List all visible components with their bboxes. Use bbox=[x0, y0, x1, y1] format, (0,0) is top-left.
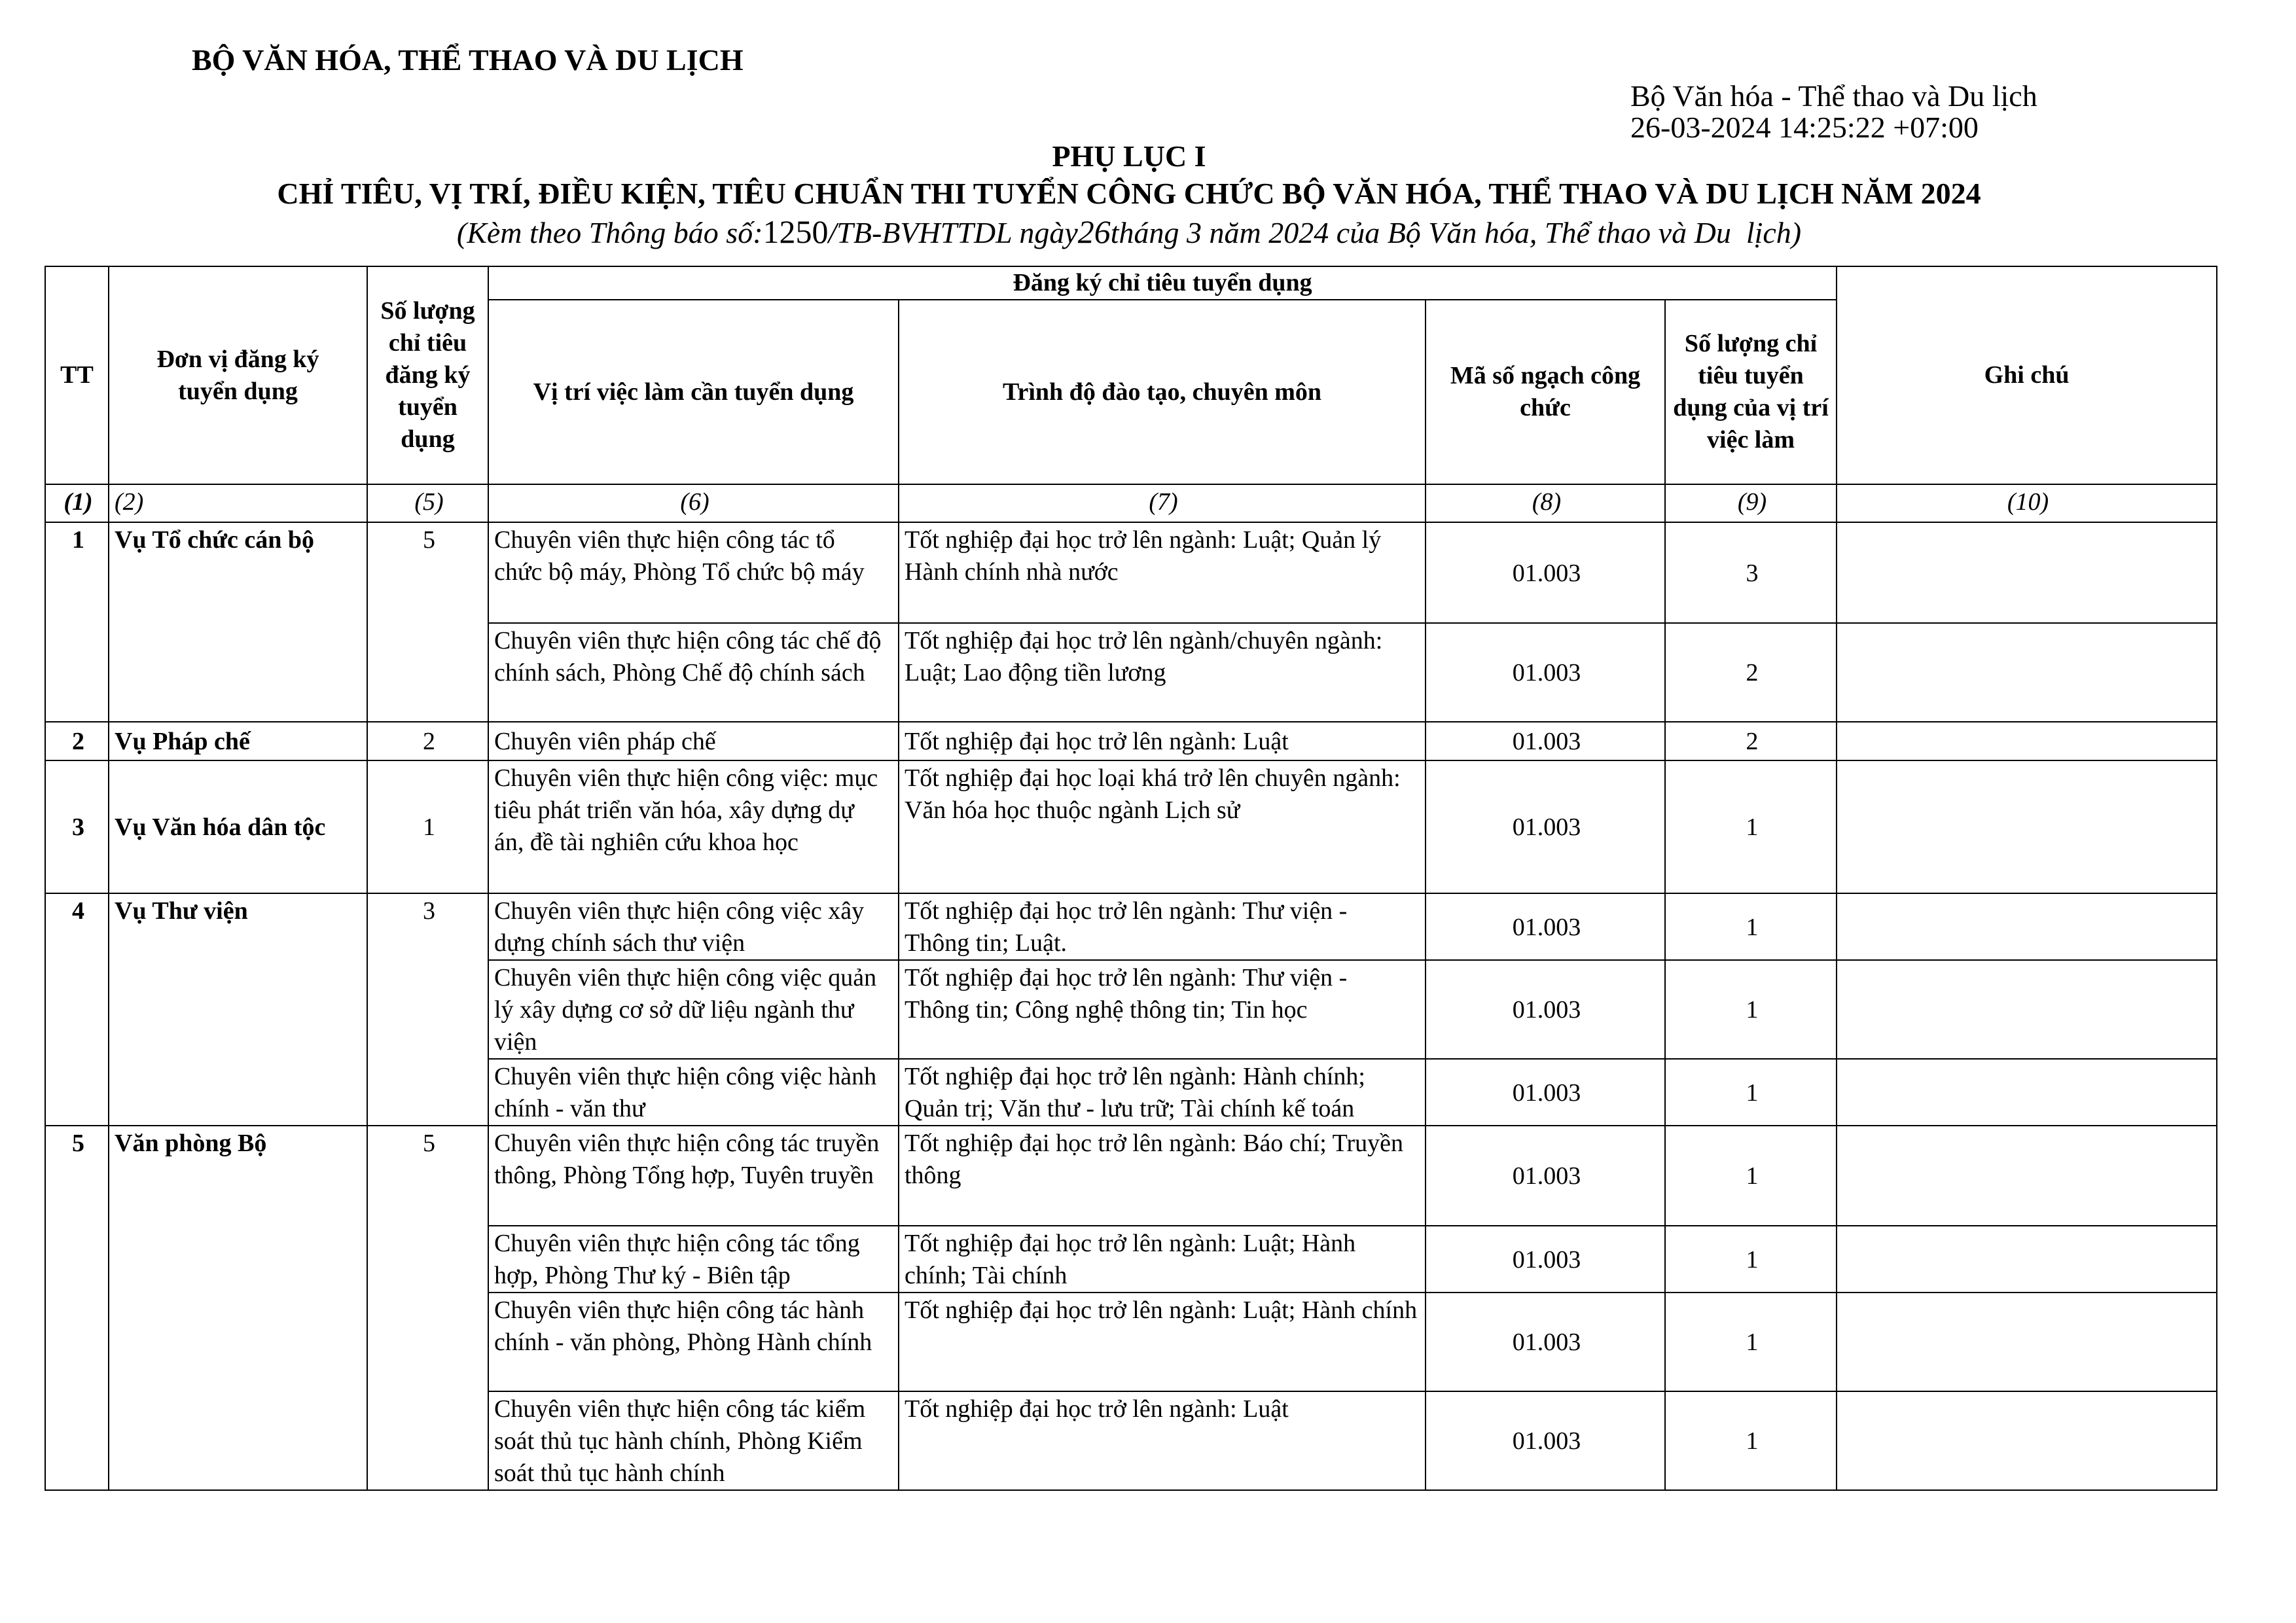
position-qualification: Tốt nghiệp đại học trở lên ngành: Luật; Hành chính bbox=[899, 1293, 1426, 1391]
unit-name: Vụ Tổ chức cán bộ bbox=[109, 522, 367, 722]
table-row bbox=[45, 722, 2217, 760]
column-number: (1) bbox=[45, 484, 109, 522]
column-number: (9) bbox=[1665, 484, 1837, 522]
unit-quota: 3 bbox=[367, 893, 488, 1126]
column-number: (6) bbox=[488, 484, 899, 522]
row-tt: 1 bbox=[45, 522, 109, 722]
position-note bbox=[1837, 760, 2217, 893]
position-code: 01.003 bbox=[1426, 1059, 1665, 1126]
position-note bbox=[1837, 960, 2217, 1059]
column-number: (7) bbox=[899, 484, 1426, 522]
position-title: Chuyên viên thực hiện công tác chế độ chính sách, Phòng Chế độ chính sách bbox=[488, 623, 899, 722]
position-code: 01.003 bbox=[1426, 722, 1665, 760]
position-quota: 1 bbox=[1665, 1126, 1837, 1226]
unit-name: Vụ Pháp chế bbox=[109, 722, 367, 760]
subtitle-mid: /TB-BVHTTDL ngày bbox=[828, 216, 1078, 249]
header-unit: Đơn vị đăng ký tuyển dụng bbox=[109, 266, 367, 484]
table-row bbox=[45, 760, 2217, 893]
position-title: Chuyên viên thực hiện công tác truyền thông, Phòng Tổng hợp, Tuyên truyền bbox=[488, 1126, 899, 1226]
position-note bbox=[1837, 893, 2217, 960]
row-tt: 5 bbox=[45, 1126, 109, 1490]
position-title: Chuyên viên thực hiện công việc: mục tiêu phát triển văn hóa, xây dựng dự án, đề tài nghiên cứu khoa học bbox=[488, 760, 899, 893]
position-title: Chuyên viên thực hiện công tác hành chính - văn phòng, Phòng Hành chính bbox=[488, 1293, 899, 1391]
position-quota: 2 bbox=[1665, 722, 1837, 760]
position-qualification: Tốt nghiệp đại học trở lên ngành: Hành chính; Quản trị; Văn thư - lưu trữ; Tài chính kế toán bbox=[899, 1059, 1426, 1126]
position-quota: 2 bbox=[1665, 623, 1837, 722]
document-title: CHỈ TIÊU, VỊ TRÍ, ĐIỀU KIỆN, TIÊU CHUẨN THI TUYỂN CÔNG CHỨC BỘ VĂN HÓA, THỂ THAO VÀ DU LỊCH NĂM 2024 bbox=[277, 177, 1981, 210]
position-code: 01.003 bbox=[1426, 1226, 1665, 1293]
header-code: Mã số ngạch công chức bbox=[1426, 300, 1665, 484]
subtitle-suffix: tháng 3 năm 2024 của Bộ Văn hóa, Thể thao và Du lịch) bbox=[1110, 216, 1802, 249]
unit-quota: 5 bbox=[367, 522, 488, 722]
position-code: 01.003 bbox=[1426, 1126, 1665, 1226]
column-number: (10) bbox=[1837, 484, 2217, 522]
position-code: 01.003 bbox=[1426, 960, 1665, 1059]
position-quota: 3 bbox=[1665, 522, 1837, 623]
signature-timestamp: 26-03-2024 14:25:22 +07:00 bbox=[1630, 111, 1979, 144]
column-number-row bbox=[45, 484, 2217, 522]
position-quota: 1 bbox=[1665, 893, 1837, 960]
document-subtitle bbox=[0, 213, 2258, 251]
header-position: Vị trí việc làm cần tuyển dụng bbox=[488, 300, 899, 484]
table-row bbox=[45, 893, 2217, 960]
position-title: Chuyên viên thực hiện công tác tổng hợp, Phòng Thư ký - Biên tập bbox=[488, 1226, 899, 1293]
header-note: Ghi chú bbox=[1837, 266, 2217, 484]
header-qualification: Trình độ đào tạo, chuyên môn bbox=[899, 300, 1426, 484]
position-qualification: Tốt nghiệp đại học trở lên ngành: Luật bbox=[899, 722, 1426, 760]
ministry-heading: BỘ VĂN HÓA, THỂ THAO VÀ DU LỊCH bbox=[192, 43, 744, 77]
position-qualification: Tốt nghiệp đại học trở lên ngành: Luật; Hành chính; Tài chính bbox=[899, 1226, 1426, 1293]
column-number: (5) bbox=[367, 484, 488, 522]
unit-quota: 1 bbox=[367, 760, 488, 893]
row-tt: 4 bbox=[45, 893, 109, 1126]
unit-name: Văn phòng Bộ bbox=[109, 1126, 367, 1490]
header-position-quota: Số lượng chỉ tiêu tuyển dụng của vị trí việc làm bbox=[1665, 300, 1837, 484]
unit-quota: 5 bbox=[367, 1126, 488, 1490]
position-note bbox=[1837, 522, 2217, 623]
notice-day: 26 bbox=[1077, 213, 1111, 250]
position-note bbox=[1837, 1059, 2217, 1126]
position-qualification: Tốt nghiệp đại học loại khá trở lên chuyên ngành: Văn hóa học thuộc ngành Lịch sử bbox=[899, 760, 1426, 893]
position-qualification: Tốt nghiệp đại học trở lên ngành: Báo chí; Truyền thông bbox=[899, 1126, 1426, 1226]
position-note bbox=[1837, 1126, 2217, 1226]
subtitle-prefix: (Kèm theo Thông báo số: bbox=[456, 216, 763, 249]
position-code: 01.003 bbox=[1426, 623, 1665, 722]
unit-name: Vụ Thư viện bbox=[109, 893, 367, 1126]
position-note bbox=[1837, 623, 2217, 722]
position-title: Chuyên viên thực hiện công tác kiểm soát thủ tục hành chính, Phòng Kiểm soát thủ tục hành chính bbox=[488, 1391, 899, 1490]
header-tt: TT bbox=[45, 266, 109, 484]
position-code: 01.003 bbox=[1426, 760, 1665, 893]
position-title: Chuyên viên thực hiện công việc hành chính - văn thư bbox=[488, 1059, 899, 1126]
digital-signature bbox=[1630, 80, 2037, 143]
row-tt: 3 bbox=[45, 760, 109, 893]
position-qualification: Tốt nghiệp đại học trở lên ngành/chuyên ngành: Luật; Lao động tiền lương bbox=[899, 623, 1426, 722]
position-note bbox=[1837, 722, 2217, 760]
position-title: Chuyên viên thực hiện công việc quản lý xây dựng cơ sở dữ liệu ngành thư viện bbox=[488, 960, 899, 1059]
position-quota: 1 bbox=[1665, 1059, 1837, 1126]
signature-organization: Bộ Văn hóa - Thể thao và Du lịch bbox=[1630, 79, 2037, 113]
unit-quota: 2 bbox=[367, 722, 488, 760]
position-qualification: Tốt nghiệp đại học trở lên ngành: Thư viện - Thông tin; Luật. bbox=[899, 893, 1426, 960]
position-qualification: Tốt nghiệp đại học trở lên ngành: Thư viện - Thông tin; Công nghệ thông tin; Tin học bbox=[899, 960, 1426, 1059]
table-row bbox=[45, 522, 2217, 623]
position-code: 01.003 bbox=[1426, 893, 1665, 960]
position-quota: 1 bbox=[1665, 760, 1837, 893]
position-note bbox=[1837, 1391, 2217, 1490]
position-note bbox=[1837, 1293, 2217, 1391]
position-title: Chuyên viên pháp chế bbox=[488, 722, 899, 760]
position-qualification: Tốt nghiệp đại học trở lên ngành: Luật; Quản lý Hành chính nhà nước bbox=[899, 522, 1426, 623]
position-title: Chuyên viên thực hiện công việc xây dựng chính sách thư viện bbox=[488, 893, 899, 960]
appendix-title: PHỤ LỤC I bbox=[1052, 139, 1206, 173]
position-code: 01.003 bbox=[1426, 522, 1665, 623]
notice-number: 1250 bbox=[762, 213, 829, 250]
column-number: (8) bbox=[1426, 484, 1665, 522]
position-code: 01.003 bbox=[1426, 1293, 1665, 1391]
recruitment-quota-table bbox=[45, 266, 2217, 1491]
position-note bbox=[1837, 1226, 2217, 1293]
position-code: 01.003 bbox=[1426, 1391, 1665, 1490]
position-quota: 1 bbox=[1665, 960, 1837, 1059]
position-quota: 1 bbox=[1665, 1293, 1837, 1391]
position-quota: 1 bbox=[1665, 1226, 1837, 1293]
position-qualification: Tốt nghiệp đại học trở lên ngành: Luật bbox=[899, 1391, 1426, 1490]
header-registration-group: Đăng ký chỉ tiêu tuyển dụng bbox=[488, 266, 1837, 300]
unit-name: Vụ Văn hóa dân tộc bbox=[109, 760, 367, 893]
row-tt: 2 bbox=[45, 722, 109, 760]
position-title: Chuyên viên thực hiện công tác tổ chức bộ máy, Phòng Tổ chức bộ máy bbox=[488, 522, 899, 623]
table-row bbox=[45, 1126, 2217, 1226]
header-unit-quota: Số lượng chỉ tiêu đăng ký tuyển dụng bbox=[367, 266, 488, 484]
header-row bbox=[45, 266, 2217, 300]
position-quota: 1 bbox=[1665, 1391, 1837, 1490]
column-number: (2) bbox=[109, 484, 367, 522]
